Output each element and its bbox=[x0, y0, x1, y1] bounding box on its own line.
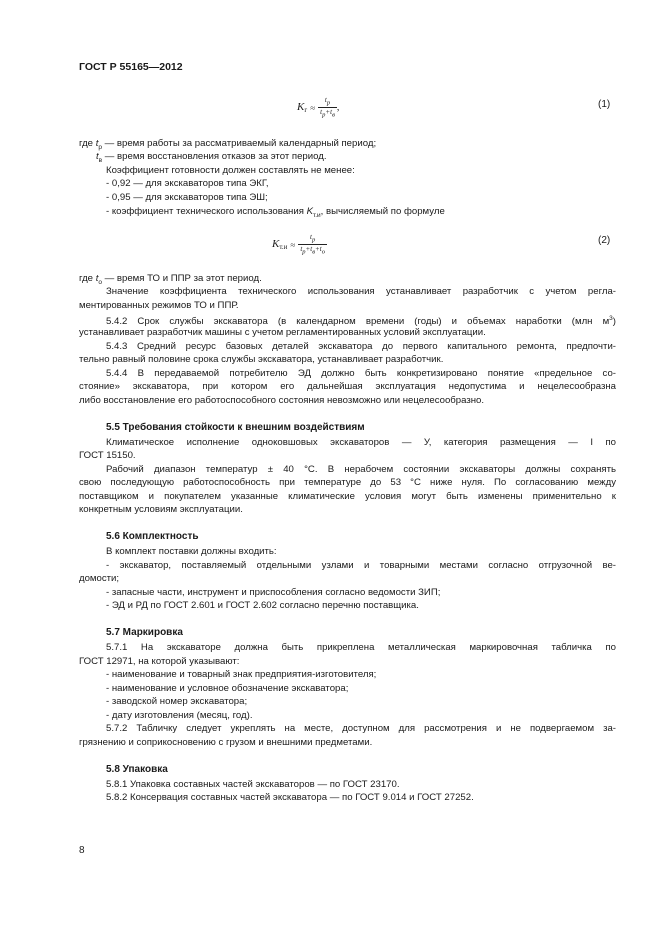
list-item: - дату изготовления (месяц, год). bbox=[106, 710, 253, 721]
equation-number-2: (2) bbox=[598, 235, 611, 246]
text-line: 5.4.4 В передаваемой потребителю ЭД должно быть конкретизировано понятие «предельное со- bbox=[106, 368, 616, 379]
formula-1-fraction: $\frac{t_р}{t_р+t_в}$ bbox=[320, 96, 335, 119]
section-heading-5-7: 5.7 Маркировка bbox=[106, 627, 183, 638]
text-line: 5.8.2 Консервация составных частей экскаватора — по ГОСТ 9.014 и ГОСТ 27252. bbox=[106, 792, 474, 803]
text-line: 5.4.3 Средний ресурс базовых деталей экскаватора до первого капитального ремонта, предпочти- bbox=[106, 341, 616, 352]
list-item: - наименование и условное обозначение экскаватора; bbox=[106, 683, 349, 694]
text-line: ментированных режимов ТО и ППР. bbox=[79, 300, 239, 311]
formula-1 bbox=[297, 96, 339, 120]
section-heading-5-8: 5.8 Упаковка bbox=[106, 764, 168, 775]
page-header: ГОСТ Р 55165—2012 bbox=[79, 61, 183, 73]
section-heading-5-5: 5.5 Требования стойкости к внешним воздействиям bbox=[106, 422, 365, 433]
text-line: $t_в$ — время восстановления отказов за этот период. bbox=[96, 151, 327, 164]
formula-1-k: Kг bbox=[297, 101, 308, 115]
list-item: - заводской номер экскаватора; bbox=[106, 696, 248, 707]
formula-2 bbox=[272, 233, 327, 257]
text-line: Климатическое исполнение одноковшовых экскаваторов — У, категория размещения — I по bbox=[106, 437, 616, 448]
list-item: - экскаватор, поставляемый отдельными узлами и товарными местами согласно отгрузочной ве- bbox=[106, 560, 616, 571]
text-line: 5.7.1 На экскаваторе должна быть прикреплена металлическая маркировочная табличка по bbox=[106, 642, 616, 653]
equation-number-1: (1) bbox=[598, 99, 611, 110]
text-line: устанавливает разработчик машины с учетом регламентированных условий эксплуатации. bbox=[79, 327, 486, 338]
formula-2-approx: ≈ bbox=[290, 239, 296, 250]
text-line: домости; bbox=[79, 573, 120, 584]
text-line: либо восстановление его работоспособного состояния невозможно или нецелесообразно. bbox=[79, 395, 485, 406]
text-line: где $t_р$ — время работы за рассматриваемый календарный период; bbox=[79, 138, 377, 151]
list-item: - ЭД и РД по ГОСТ 2.601 и ГОСТ 2.602 согласно перечню поставщика. bbox=[106, 600, 419, 611]
list-item: - 0,95 — для экскаваторов типа ЭШ; bbox=[106, 192, 268, 203]
formula-1-comma: , bbox=[336, 102, 340, 114]
text-line: 5.4.2 Срок службы экскаватора (в календарном времени (годы) и объемах наработки (млн $м^3$) bbox=[106, 315, 616, 328]
text-line: ГОСТ 15150. bbox=[79, 450, 136, 461]
text-line: 5.8.1 Упаковка составных частей экскаваторов — по ГОСТ 23170. bbox=[106, 779, 400, 790]
list-item: - 0,92 — для экскаваторов типа ЭКГ, bbox=[106, 178, 269, 189]
text-line: Рабочий диапазон температур ± 40 °С. В нерабочем состоянии экскаваторы должны сохранять bbox=[106, 464, 616, 475]
list-item: - запасные части, инструмент и приспособления согласно ведомости ЗИП; bbox=[106, 587, 441, 598]
text-line: тельно равный половине срока службы экскаватора, устанавливает разработчик. bbox=[79, 354, 444, 365]
text-line: конкретным условиям эксплуатации. bbox=[79, 504, 243, 515]
text-line: Коэффициент готовности должен составлять не менее: bbox=[106, 165, 355, 176]
text-line: стояние» экскаватора, при котором его дальнейшая эксплуатация недопустима и нецелесообразна bbox=[79, 381, 616, 392]
text-line: где $t_о$ — время ТО и ППР за этот период. bbox=[79, 273, 262, 286]
text-line: ГОСТ 12971, на которой указывают: bbox=[79, 656, 240, 667]
text-line: В комплект поставки должны входить: bbox=[106, 546, 277, 557]
text-line: поставщиком и покупателем указанные климатические условия могут быть изменены применительно к bbox=[79, 491, 616, 502]
list-item: - наименование и товарный знак предприятия-изготовителя; bbox=[106, 669, 377, 680]
formula-2-k: Kт.и bbox=[272, 238, 288, 252]
text-line: грязнению и соприкосновению с грузом и внешними предметами. bbox=[79, 737, 373, 748]
section-heading-5-6: 5.6 Комплектность bbox=[106, 531, 199, 542]
text-line: свою последующую работоспособность при температуре до 53 °С ниже нуля. По согласованию между bbox=[79, 477, 616, 488]
text-line: 5.7.2 Табличку следует укреплять на месте, доступном для рассмотрения и не подвергаемом за- bbox=[106, 723, 616, 734]
text-line: Значение коэффициента технического использования устанавливает разработчик с учетом регла- bbox=[106, 286, 616, 297]
page-number: 8 bbox=[79, 845, 85, 856]
list-item: - коэффициент технического использования $K_{т.и}$, вычисляемый по формуле bbox=[106, 206, 445, 219]
formula-2-fraction: $\frac{t_р}{t_р+t_в+t_о}$ bbox=[300, 233, 325, 256]
formula-1-approx: ≈ bbox=[310, 102, 316, 113]
